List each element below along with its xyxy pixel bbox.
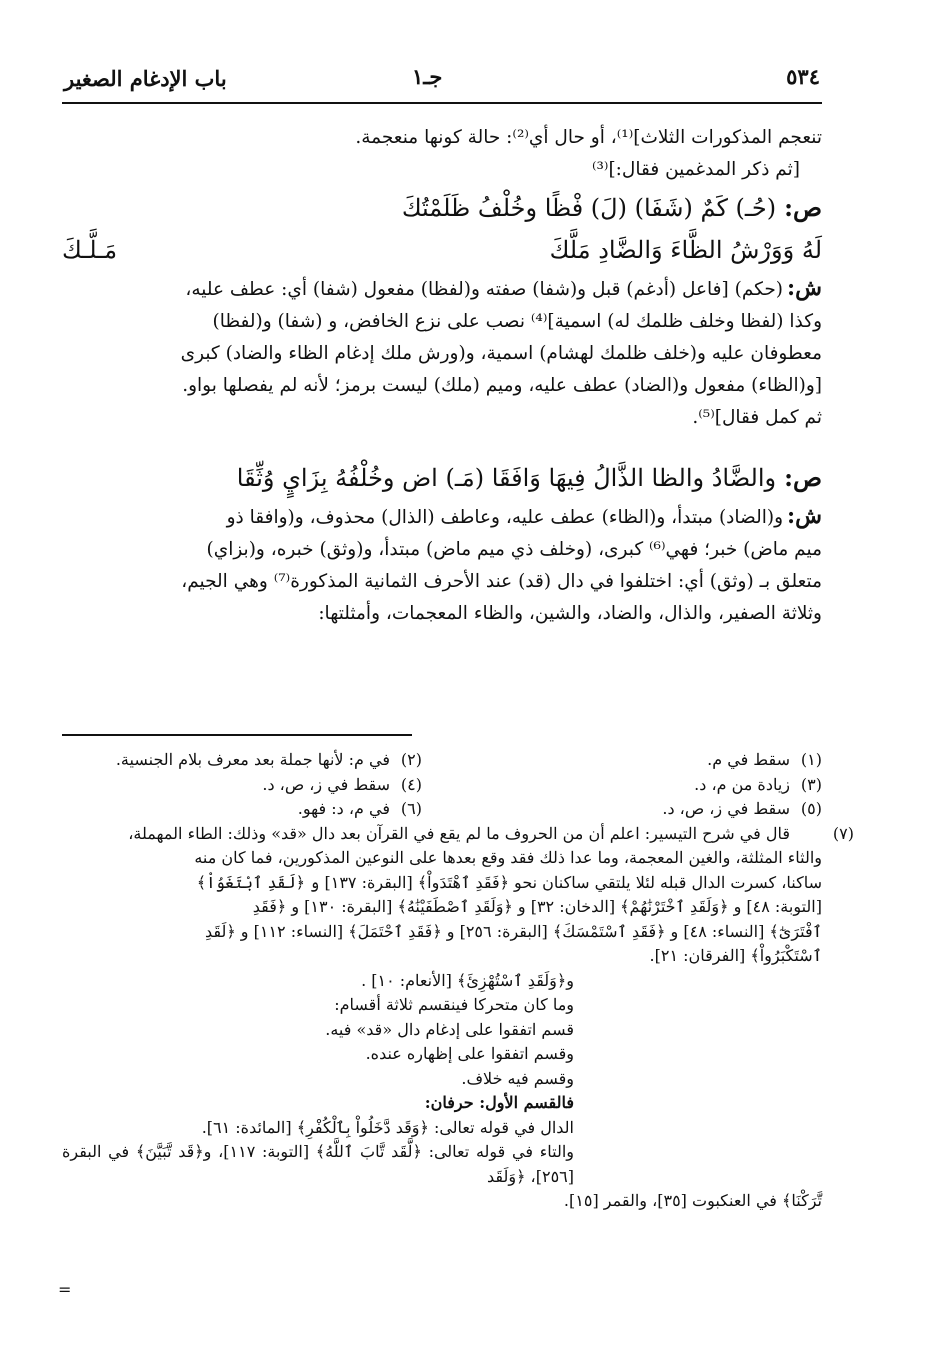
footnote-text: قال في شرح التيسير: اعلم أن من الحروف ما لم يقع في القرآن بعد دال «قد» وذلك: الطاء المهملة، [128, 823, 790, 843]
footnote-text: قسم اتفقوا على إدغام دال «قد» فيه. [325, 1019, 574, 1039]
footnote-7-closing [62, 1140, 822, 1189]
footnote-7-closing [62, 1189, 822, 1214]
footnote-7 [62, 822, 854, 969]
footnote-number: (٣) [800, 774, 822, 794]
text-line: تنعجم المذكورات الثلاث]⁽¹⁾، أو حال أي⁽²⁾: حالة كونها منعجمة. [355, 127, 822, 148]
text-line: [ثم ذكر المدغمين فقال:]⁽³⁾ [591, 159, 800, 180]
footnote-text: سقط في ز، ص، د. [662, 799, 790, 818]
footnote-text: و﴿وَلَقَدِ ٱسْتُهْزِئَ﴾ [الأنعام: ١٠] . [361, 970, 574, 990]
verse-text: (حُـ) كَمٌ (شَفَا) (لَ) فْظًا وخُلْفُ ظَلَمْتُكَ [401, 194, 777, 222]
footnote-number: (٤) [400, 774, 422, 794]
footnote-divider [62, 734, 412, 736]
commentary-line: معطوفان عليه و(خلف ظلمك لهشام) اسمية، و(ورش ملك إدغام الظاء والضاد) كبرى [180, 343, 822, 364]
footnote-number: (٢) [400, 750, 422, 769]
page-header [62, 58, 822, 104]
commentary-line: [و(الظاء) مفعول و(الضاد) عطف عليه، وميم (ملك) ليست برمز؛ لأنه لم يفصلها بواو. [182, 375, 822, 396]
footnote-text: سقط في م. [707, 750, 790, 769]
commentary-line: وثلاثة الصفير، والذال، والضاد، والشين، والظاء المعجمات، وأمثلتها: [318, 603, 822, 624]
volume-label: جـ١ [412, 64, 443, 89]
footnote-number: (٧) [832, 823, 854, 843]
footnote-text: وقسم اتفقوا على إظهاره عنده. [365, 1044, 574, 1063]
commentary-line: وكذا (لفظا وخلف ظلمك له) اسمية]⁽⁴⁾ نصب على نزع الخافض، و (شفا) و(لفظا) [212, 311, 822, 332]
commentary-line: ش:(حكم) [فاعل (أدغم) قبل و(شفا) صفته و(لفظا) مفعول (شفا) أي: عطف عليه، [185, 275, 822, 301]
verse-line [62, 188, 822, 228]
chapter-title: باب الإدغام الصغير [64, 66, 227, 91]
page-number: ٥٣٤ [786, 64, 820, 89]
verse-marker: ص: [784, 193, 822, 222]
commentary-marker: ش: [787, 503, 822, 529]
footnote-number: (٦) [400, 799, 422, 818]
footnote-text: وما كان متحركا فينقسم ثلاثة أقسام: [334, 995, 574, 1014]
footnote-text: فالقسم الأول: حرفان: [424, 1093, 574, 1112]
footnote-text: ٱسْتَكْبَرُواْ﴾ [الفرقان: ٢١]. [649, 946, 822, 965]
footnote-text: سقط في ز، ص، د. [262, 774, 390, 794]
commentary-line: متعلق بـ (وثق) أي: اختلفوا في دال (قد) عند الأحرف الثمانية المذكورة⁽⁷⁾ وهي الجيم، [181, 571, 822, 592]
footnote-text: ساكنا، كسرت الدال قبله لئلا يلتقي ساكنان نحو ﴿فَقَدِ ٱهْتَدَواْ﴾ [البقرة: ١٣٧] و ﴿لَقَدِ ٱبْتَغَوُاْ﴾ [196, 872, 822, 892]
verse-text: مَـلَّـكَ [62, 236, 118, 264]
footnote-text: وقسم فيه خلاف. [461, 1068, 574, 1088]
footnote-text: [التوبة: ٤٨] و ﴿وَلَقَدِ ٱخْتَرْنَٰهُمْ﴾ [الدخان: ٣٢] و ﴿وَلَقَدِ ٱصْطَفَيْنَٰهُ﴾ [البقرة: ١٣٠] و ﴿فَقَدِ [252, 897, 822, 916]
verse-line [62, 230, 822, 270]
footnote-text: زيادة من م، د. [694, 774, 790, 794]
footnote-row [62, 748, 822, 773]
footnote-text: ٱفْتَرَىٰٓ﴾ [النساء: ٤٨] و ﴿فَقَدِ ٱسْتَمْسَكَ﴾ [البقرة: ٢٥٦] و ﴿فَقَدِ ٱحْتَمَلَ﴾ [النساء: ١١٢] و ﴿لَقَدِ [204, 921, 822, 941]
footnote-text: والتاء في قوله تعالى: ﴿لَّقَد تَّابَ ٱللَّهُ﴾ [التوبة: ١١٧]، و﴿قَد تَّبَيَّنَ﴾ في البقرة [٢٥٦]، ﴿وَلَقَد [62, 1142, 574, 1186]
book-page [62, 58, 854, 1318]
verse-marker: ص: [784, 463, 822, 492]
footnote-number: (٥) [800, 799, 822, 818]
commentary-line: ش:و(الضاد) مبتدأ، و(الظاء) عطف عليه، وعاطف (الذال) محذوف، و(وافقا ذو [226, 503, 822, 529]
verse-text: لَهُ وَوَرْشُ الظَّاءَ وَالضَّادِ مَلَّكَ [549, 236, 822, 264]
margin-mark: = [58, 1280, 72, 1299]
footnote-7-details [62, 969, 822, 1141]
footnotes [62, 748, 854, 1214]
verse-line [62, 458, 822, 498]
main-text [62, 122, 822, 630]
footnote-text: في م: لأنها جملة بعد معرف بلام الجنسية. [115, 750, 390, 769]
footnote-row [62, 773, 822, 798]
footnote-text: الدال في قوله تعالى: ﴿وَقَد دَّخَلُواْ بِٱلْكُفْرِ﴾ [المائدة: ٦١]. [201, 1117, 574, 1137]
footnote-number: (١) [800, 750, 822, 769]
footnote-text: والثاء المثلثة، والغين المعجمة، وما عدا ذلك فقد وقع بعدها على النوعين المذكورين، فما كان منه [194, 848, 822, 867]
footnote-row [62, 797, 822, 822]
footnote-text: في م، د: فهو. [297, 799, 390, 818]
commentary-line: ثم كمل فقال]⁽⁵⁾. [692, 407, 822, 428]
commentary-line: ميم ماض) خبر؛ فهي⁽⁶⁾ كبرى، (وخلف ذي ميم ماض) مبتدأ، و(وثق) خبره، و(بزاي) [206, 539, 822, 560]
verse-text: والضَّادُ والظا الذَّالُ فِيهَا وَافَقَا (مَـ) اض وخُلْفُهُ بِزَايٍ وُثِّقَا [236, 464, 777, 492]
footnote-text: تَّرَكْنَا﴾ في العنكبوت [٣٥]، والقمر [١٥]. [563, 1191, 822, 1210]
commentary-marker: ش: [787, 275, 822, 301]
